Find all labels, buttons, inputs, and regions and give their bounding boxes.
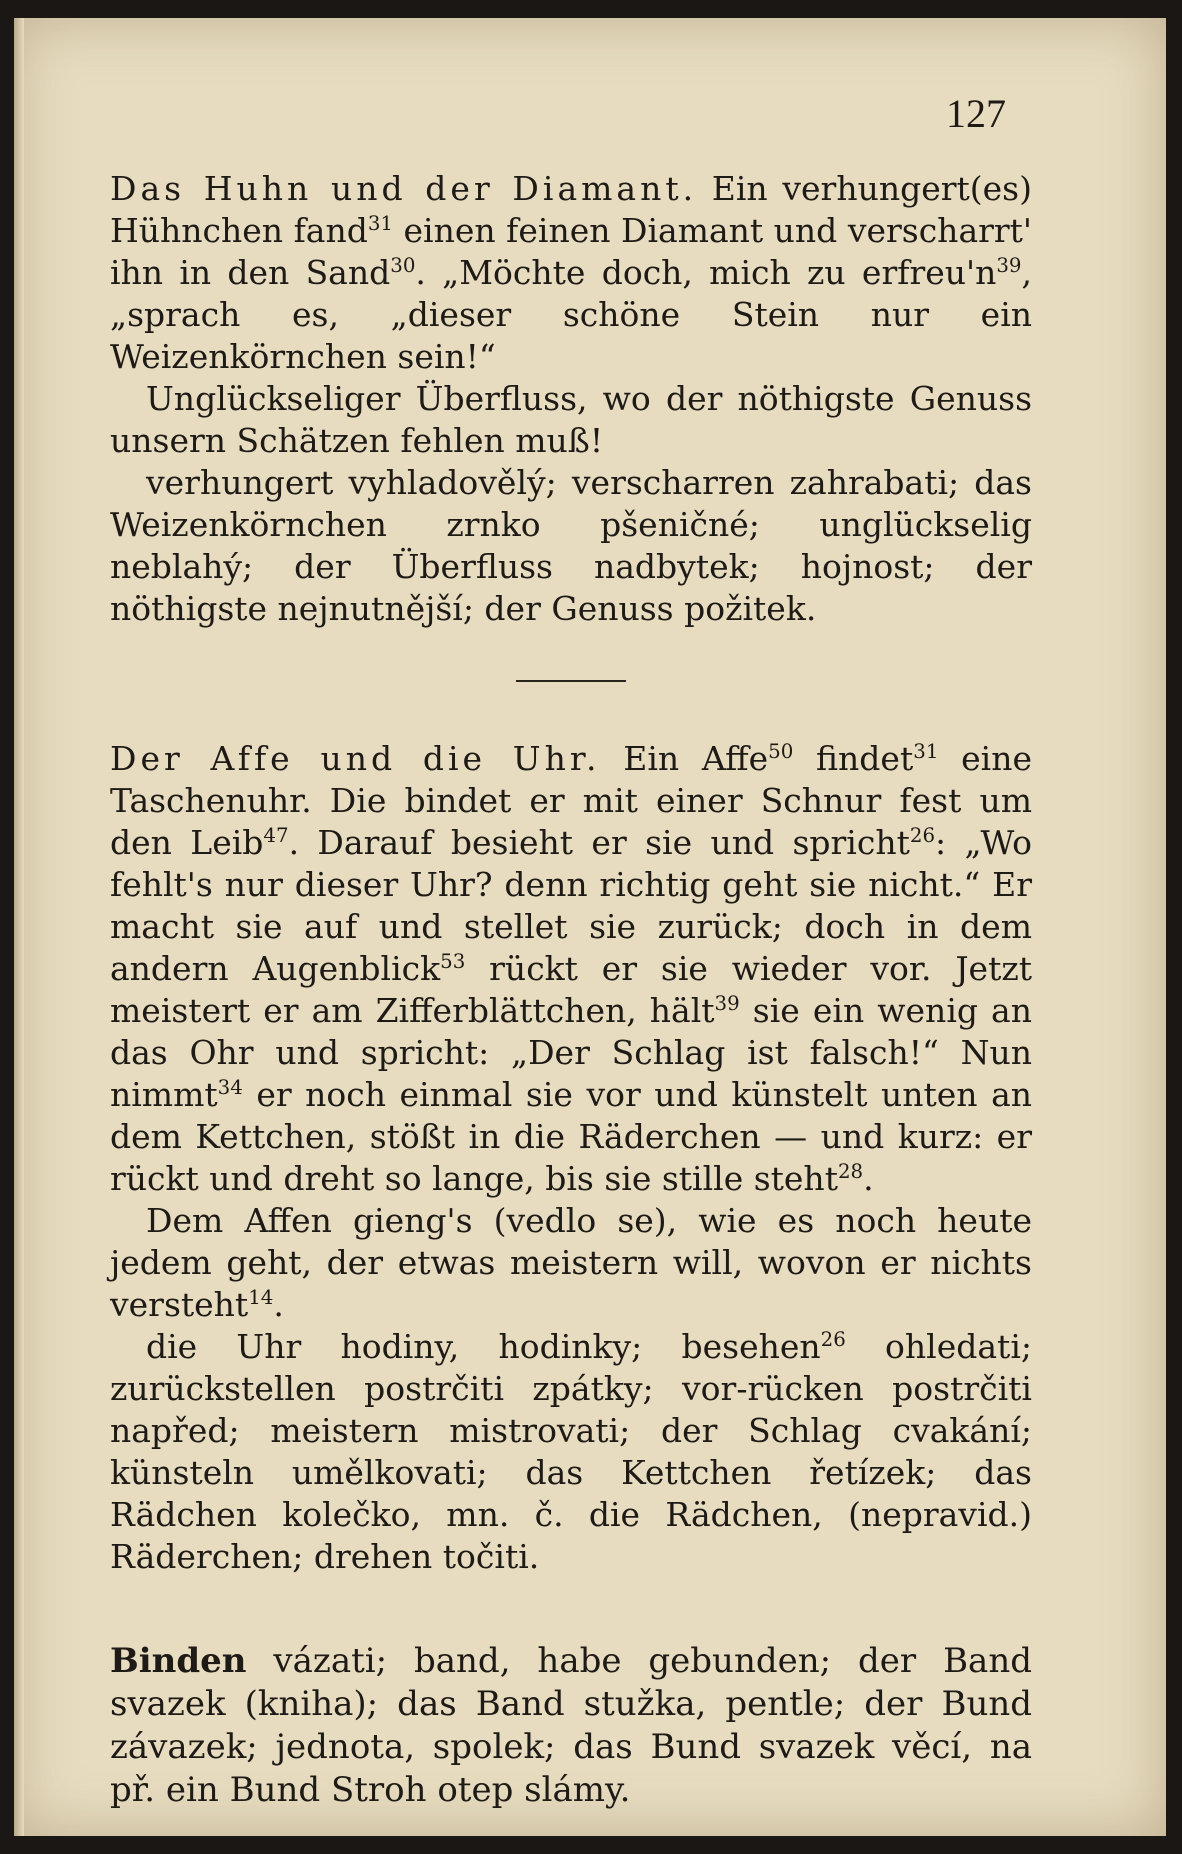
fable-title: Der Affe und die Uhr. xyxy=(110,739,601,778)
footnote-ref: 50 xyxy=(768,740,794,763)
fable-text: Ein verhungert(es) Hühnchen fand$^{31}$ einen feinen Diamant und verscharrt' ihn in den Sand$^{30}$. „Möchte doch, mich zu $erfreu'n^{39}$, „sprach es, „dieser schöne Stein nur ein Weizenkörnchen sein!“ xyxy=(110,169,1033,376)
fable-moral: Unglückseliger Überfluss, wo der nöthigste Genuss unsern Schätzen fehlen muß! xyxy=(110,379,1032,460)
fable-title: Das Huhn und der Diamant. xyxy=(110,169,698,208)
fable-huhn-diamant xyxy=(110,168,1032,630)
entry-headword: Binden xyxy=(110,1641,247,1681)
footnote-ref: 31 xyxy=(913,740,939,763)
fable-text: Ein Affe$^{50}$ findet$^{31}$ eine Taschenuhr. Die bindet er mit einer Schnur fest um den Leib$^{47}$. Darauf besieht er sie und spricht$^{26}$: „Wo fehlt's nur dieser Uhr? denn richtig geht sie nicht.“ Er macht sie auf und stellet sie zurück; doch in dem andern Augenblick$^{53}$ rückt er sie wieder vor. Jetzt meistert er am Zifferblättchen, hält$^{39}$ sie ein wenig an das Ohr und spricht: „Der Schlag ist falsch!“ Nun nimmt$^{34}$ er noch einmal sie vor und künstelt unten an dem Kettchen, stößt in die Räderchen — und kurz: er rückt und dreht so lange, bis sie stille steht$^{28}$. xyxy=(110,739,1033,1198)
footnote-ref: 30 xyxy=(390,254,416,277)
footnote-ref: 28 xyxy=(837,1160,864,1183)
footnote-ref: 39 xyxy=(714,992,740,1015)
page-content xyxy=(110,168,1032,1846)
footnote-ref: 47 xyxy=(263,824,289,847)
book-page xyxy=(14,18,1166,1836)
fable-paragraph xyxy=(110,738,1032,1200)
footnote-ref: 34 xyxy=(217,1076,243,1099)
footnote-ref: 53 xyxy=(440,950,466,973)
footnote-ref: 39 xyxy=(996,254,1022,277)
vocabulary-notes: verhungert vyhladovělý; verscharren zahrabati; das Weizenkörnchen zrnko pšeničné; unglückselig neblahý; der Überfluss nadbytek; hojnost; der nöthigste nejnutnější; der Genuss požitek. xyxy=(110,463,1032,628)
page-spine-shadow xyxy=(14,18,24,1836)
section-divider xyxy=(516,680,626,682)
fable-moral: Dem Affen gieng's (vedlo se), wie es noch heute jedem geht, der etwas meistern will, wovon er nichts versteht$^{14}$. xyxy=(110,1201,1032,1324)
page-number: 127 xyxy=(946,91,1006,136)
footnote-ref: 26 xyxy=(909,824,936,847)
entry-text: vázati; band, habe gebunden; der Band svazek (kniha); das Band stužka, pentle; der Bund závazek; jednota, spolek; das Bund svazek věcí, na př. ein Bund Stroh otep slámy. xyxy=(110,1641,1032,1810)
fable-paragraph xyxy=(110,168,1032,378)
footnote-ref: 31 xyxy=(367,212,394,235)
dictionary-entry xyxy=(110,1640,1032,1812)
footnote-ref: 14 xyxy=(248,1286,274,1309)
fable-affe-uhr xyxy=(110,738,1032,1578)
footnote-ref: 26 xyxy=(820,1328,846,1351)
vocabulary-notes: die Uhr hodiny, hodinky; besehen$^{26}$ ohledati; zurückstellen postrčiti zpátky; vor-rücken postrčiti napřed; meistern mistrovati; der Schlag cvakání; künsteln umělkovati; das Kettchen řetízek; das Rädchen kolečko, mn. č. die Rädchen, (nepravid.) Räderchen; drehen točiti. xyxy=(110,1327,1032,1576)
